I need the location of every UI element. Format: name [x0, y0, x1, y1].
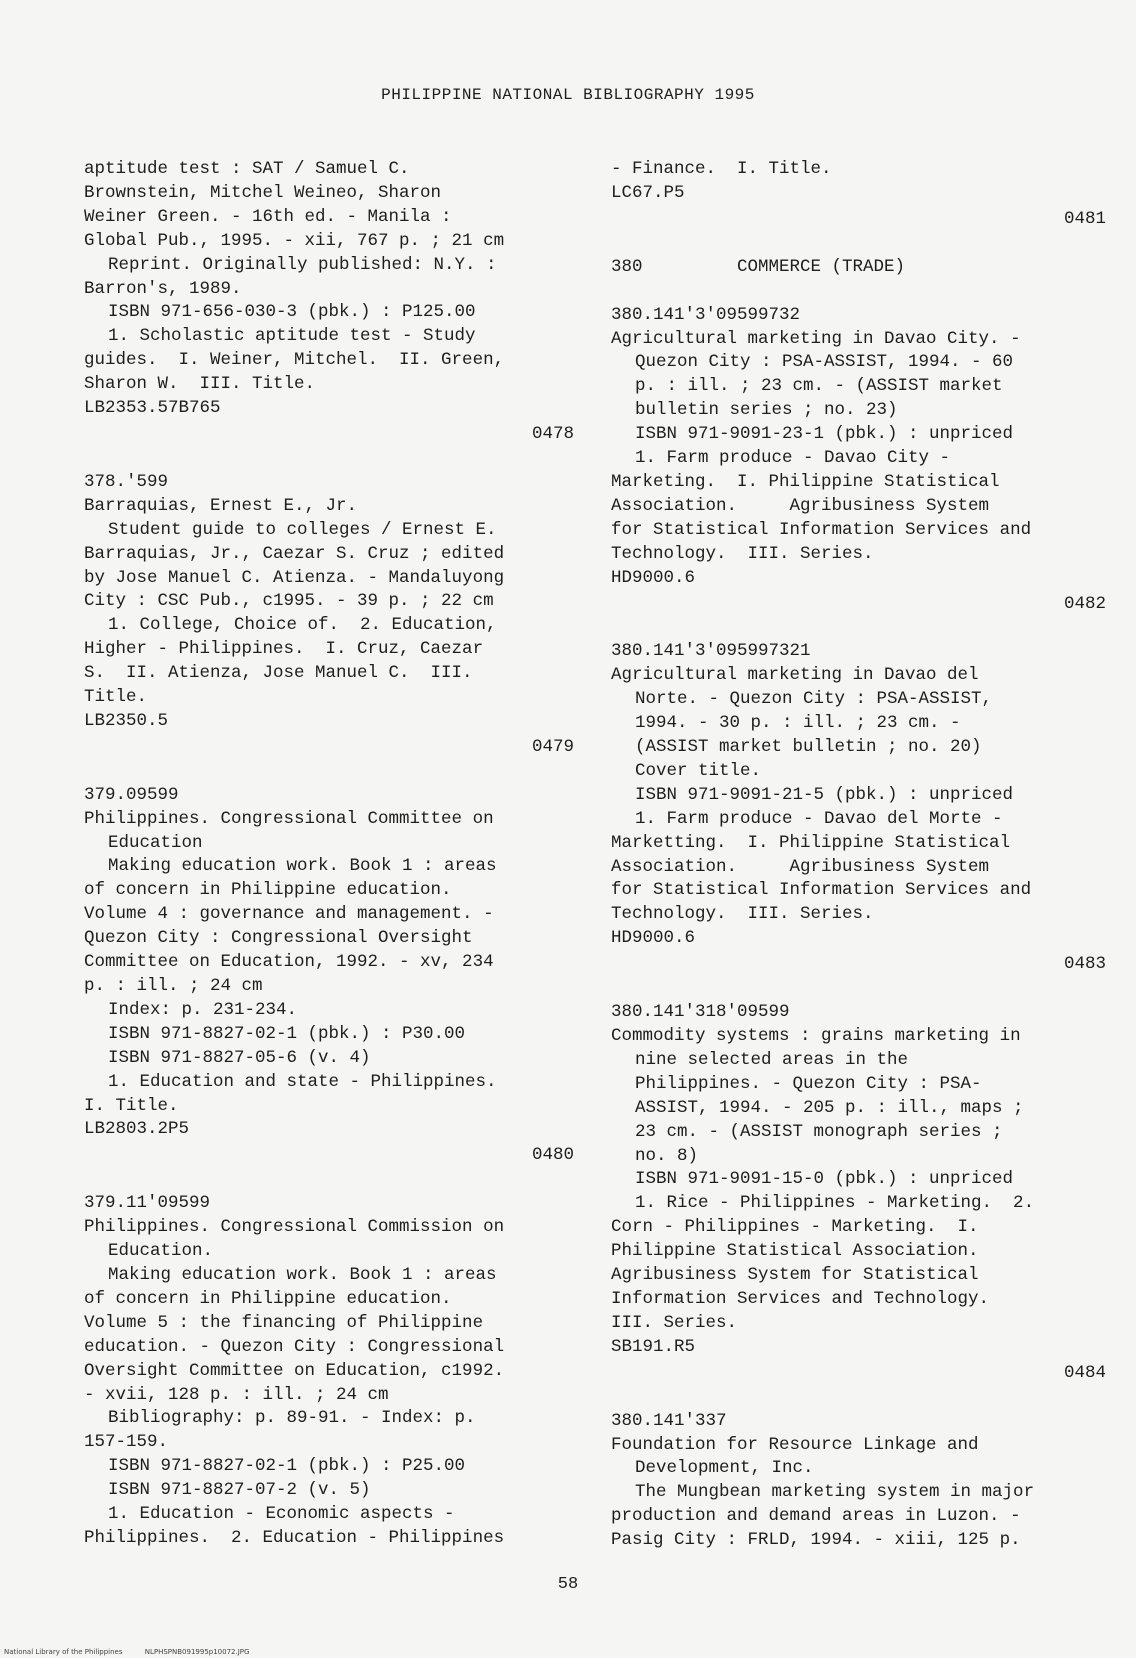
entry-line: LB2803.2P5 — [84, 1119, 190, 1140]
entry-line: nine selected areas in the — [635, 1049, 909, 1070]
footer-file: NLPHSPNB091995p10072.JPG — [144, 1648, 250, 1656]
entry-line: of concern in Philippine education. — [84, 880, 452, 901]
entry-line: 1. Education and state - Philippines. — [108, 1071, 497, 1092]
entry-line: Making education work. Book 1 : areas — [108, 856, 497, 877]
bibliographic-entry — [611, 304, 1106, 617]
entry-line: Barraquias, Jr., Caezar S. Cruz ; edited — [84, 543, 505, 564]
entry-line: Making education work. Book 1 : areas — [108, 1264, 497, 1285]
entry-line: 378.'599 — [84, 471, 169, 492]
entry-line: Philippines. - Quezon City : PSA- — [635, 1073, 982, 1094]
entry-line: Corn - Philippines - Marketing. I. — [611, 1217, 979, 1238]
entry-line: by Jose Manuel C. Atienza. - Mandaluyong — [84, 567, 505, 588]
entry-line: Marketting. I. Philippine Statistical — [611, 832, 1011, 853]
entry-line: HD9000.6 — [611, 567, 696, 588]
entry-line: (ASSIST market bulletin ; no. 20) — [635, 737, 982, 758]
bibliographic-entry — [611, 640, 1106, 977]
entry-line: Marketing. I. Philippine Statistical — [611, 471, 1000, 492]
entry-line: LB2353.57B765 — [84, 398, 221, 419]
entry-line: 1. Rice - Philippines - Marketing. 2. — [635, 1193, 1035, 1214]
entry-line: for Statistical Information Services and — [611, 519, 1032, 540]
scan-footer — [4, 1648, 269, 1656]
entry-line: 1. Farm produce - Davao del Morte - — [635, 808, 1003, 829]
entry-line: Philippine Statistical Association. — [611, 1241, 979, 1262]
entry-line: 1. Education - Economic aspects - — [108, 1504, 455, 1525]
entry-number: 0480 — [531, 1145, 574, 1166]
entry-line: ISBN 971-8827-05-6 (v. 4) — [108, 1047, 371, 1068]
entry-line: for Statistical Information Services and — [611, 880, 1032, 901]
section-heading — [611, 256, 1106, 280]
entry-line: Agricultural marketing in Davao City. - — [611, 328, 1021, 349]
footer-library: National Library of the Philippines — [4, 1648, 123, 1656]
entry-line: Brownstein, Mitchel Weineo, Sharon — [84, 182, 442, 203]
entry-line: Cover title. — [635, 760, 762, 781]
entry-line: Agribusiness System for Statistical — [611, 1265, 979, 1286]
entry-line: Quezon City : PSA-ASSIST, 1994. - 60 — [635, 352, 1014, 373]
section-code: 380 — [611, 256, 643, 277]
entry-line: 1. Scholastic aptitude test - Study — [108, 326, 476, 347]
entry-line: Volume 4 : governance and management. - — [84, 904, 494, 925]
entry-number: 0482 — [1063, 593, 1106, 614]
entry-line: Education — [108, 832, 203, 853]
entry-line: 379.11'09599 — [84, 1193, 211, 1214]
bibliographic-entry — [84, 784, 574, 1169]
entry-line: 380.141'318'09599 — [611, 1002, 790, 1023]
entry-number: 0478 — [531, 423, 574, 444]
page-number: 58 — [557, 1575, 579, 1594]
entry-line: Barron's, 1989. — [84, 278, 242, 299]
entry-line: education. - Quezon City : Congressional — [84, 1336, 505, 1357]
entry-line: Oversight Committee on Education, c1992. — [84, 1360, 505, 1381]
entry-line: I. Title. — [84, 1095, 179, 1116]
entry-line: aptitude test : SAT / Samuel C. — [84, 159, 410, 179]
entry-line: LC67.P5 — [611, 182, 685, 203]
entry-line: 380.141'337 — [611, 1410, 727, 1431]
left-column — [84, 158, 574, 1551]
entry-line: ISBN 971-9091-15-0 (pbk.) : unpriced — [635, 1169, 1014, 1190]
entry-line: Quezon City : Congressional Oversight — [84, 928, 473, 949]
entry-number: 0481 — [1063, 208, 1106, 229]
entry-line: Foundation for Resource Linkage and — [611, 1434, 979, 1455]
bibliographic-entry — [84, 471, 574, 760]
entry-line: SB191.R5 — [611, 1336, 696, 1357]
entry-line: III. Series. — [611, 1312, 738, 1333]
entry-line: Development, Inc. — [635, 1458, 814, 1479]
entry-line: ISBN 971-8827-02-1 (pbk.) : P25.00 — [108, 1456, 466, 1477]
entry-line: Committee on Education, 1992. - xv, 234 — [84, 952, 494, 973]
bibliographic-entry — [84, 1192, 574, 1551]
entry-line: The Mungbean marketing system in major — [635, 1482, 1035, 1503]
entry-line: ISBN 971-8827-07-2 (v. 5) — [108, 1480, 371, 1501]
bibliographic-entry — [611, 1001, 1106, 1386]
entry-line: of concern in Philippine education. — [84, 1288, 452, 1309]
entry-line: production and demand areas in Luzon. - — [611, 1506, 1021, 1527]
entry-line: Student guide to colleges / Ernest E. — [108, 519, 497, 540]
entry-line: Barraquias, Ernest E., Jr. — [84, 495, 358, 516]
entry-line: Agricultural marketing in Davao del — [611, 665, 979, 686]
entry-line: no. 8) — [635, 1145, 699, 1166]
entry-number: 0479 — [531, 736, 574, 757]
entry-line: Volume 5 : the financing of Philippine — [84, 1312, 484, 1333]
entry-line: Sharon W. III. Title. — [84, 374, 316, 395]
entry-line: Philippines. Congressional Commission on — [84, 1217, 505, 1238]
entry-line: S. II. Atienza, Jose Manuel C. III. — [84, 663, 473, 684]
right-column — [611, 158, 1106, 1553]
entry-line: ISBN 971-8827-02-1 (pbk.) : P30.00 — [108, 1023, 466, 1044]
entry-line: LB2350.5 — [84, 710, 169, 731]
entry-line: Technology. III. Series. — [611, 904, 874, 925]
entry-line: Global Pub., 1995. - xii, 767 p. ; 21 cm — [84, 230, 505, 251]
entry-line: ASSIST, 1994. - 205 p. : ill., maps ; — [635, 1097, 1024, 1118]
bibliographic-entry — [611, 1410, 1106, 1553]
entry-line: 1994. - 30 p. : ill. ; 23 cm. - — [635, 713, 961, 734]
entry-line: Philippines. 2. Education - Philippines — [84, 1527, 505, 1548]
entry-line: Higher - Philippines. I. Cruz, Caezar — [84, 639, 484, 660]
entry-number: 0483 — [1063, 954, 1106, 975]
entry-line: bulletin series ; no. 23) — [635, 400, 898, 421]
entry-line: City : CSC Pub., c1995. - 39 p. ; 22 cm — [84, 591, 494, 612]
entry-line: Bibliography: p. 89-91. - Index: p. — [108, 1408, 476, 1429]
page-title: PHILIPPINE NATIONAL BIBLIOGRAPHY 1995 — [381, 86, 755, 104]
entry-line: Norte. - Quezon City : PSA-ASSIST, — [635, 689, 993, 710]
section-label: COMMERCE (TRADE) — [737, 256, 906, 277]
entry-line: 379.09599 — [84, 784, 179, 805]
entry-line: Reprint. Originally published: N.Y. : — [108, 254, 497, 275]
entry-line: Weiner Green. - 16th ed. - Manila : — [84, 206, 452, 227]
entry-line: Education. — [108, 1241, 214, 1262]
entry-line: p. : ill. ; 24 cm — [84, 976, 263, 996]
entry-line: HD9000.6 — [611, 928, 696, 949]
entry-line: Index: p. 231-234. — [108, 999, 298, 1020]
entry-line: Information Services and Technology. — [611, 1288, 990, 1309]
bibliographic-entry — [611, 158, 1106, 232]
entry-line: guides. I. Weiner, Mitchel. II. Green, — [84, 350, 505, 371]
entry-line: ISBN 971-9091-23-1 (pbk.) : unpriced — [635, 424, 1014, 445]
entry-line: Philippines. Congressional Committee on — [84, 808, 494, 829]
entry-line: 380.141'3'095997321 — [611, 641, 811, 662]
entry-line: ISBN 971-9091-21-5 (pbk.) : unpriced — [635, 784, 1014, 805]
bibliographic-entry — [84, 158, 574, 447]
entry-line: 1. Farm produce - Davao City - — [635, 448, 951, 469]
entry-line: 1. College, Choice of. 2. Education, — [108, 615, 497, 636]
entry-line: - Finance. I. Title. — [611, 159, 832, 179]
entry-line: Association. Agribusiness System — [611, 495, 990, 516]
entry-line: 157-159. — [84, 1432, 169, 1453]
entry-line: Technology. III. Series. — [611, 543, 874, 564]
entry-line: 23 cm. - (ASSIST monograph series ; — [635, 1121, 1003, 1142]
entry-line: p. : ill. ; 23 cm. - (ASSIST market — [635, 376, 1003, 397]
entry-number: 0484 — [1063, 1362, 1106, 1383]
entry-line: Association. Agribusiness System — [611, 856, 990, 877]
entry-line: Pasig City : FRLD, 1994. - xiii, 125 p. — [611, 1530, 1021, 1551]
entry-line: Commodity systems : grains marketing in — [611, 1026, 1021, 1046]
entry-line: Title. — [84, 687, 148, 708]
entry-line: ISBN 971-656-030-3 (pbk.) : P125.00 — [108, 302, 476, 323]
entry-line: - xvii, 128 p. : ill. ; 24 cm — [84, 1384, 389, 1405]
entry-line: 380.141'3'09599732 — [611, 304, 801, 325]
